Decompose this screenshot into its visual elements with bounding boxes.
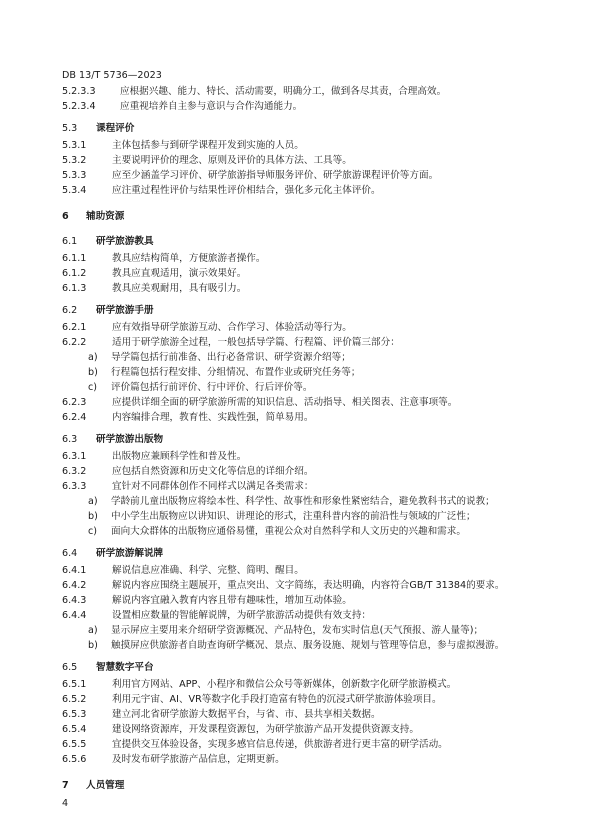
chapter-number: 7 bbox=[62, 780, 69, 791]
clause-number: 6.1.1 bbox=[62, 253, 87, 264]
clause-number: 6.3.3 bbox=[62, 481, 87, 492]
clause-number: 6.3.2 bbox=[62, 466, 87, 477]
clause-text: 设置相应数量的智能解说牌，为研学旅游活动提供有效支持： bbox=[112, 610, 372, 621]
clause-number: 6.1.3 bbox=[62, 283, 87, 294]
clause bbox=[62, 752, 562, 767]
list-item bbox=[62, 509, 562, 524]
clause-text: 适用于研学旅游全过程，一般包括导学篇、行程篇、评价篇三部分： bbox=[112, 337, 400, 348]
clause-text: 解说信息应准确、科学、完整、简明、醒目。 bbox=[112, 565, 304, 576]
list-item bbox=[62, 380, 562, 395]
clause-text: 利用官方网站、APP、小程序和微信公众号等新媒体，创新数字化研学旅游模式。 bbox=[112, 679, 457, 690]
section-heading bbox=[62, 659, 562, 677]
list-item-label: c) bbox=[88, 526, 98, 537]
clause-text: 应有效指导研学旅游互动、合作学习、体验活动等行为。 bbox=[112, 322, 352, 333]
clause bbox=[62, 410, 562, 425]
list-item-text: 行程篇包括行程安排、分组情况、布置作业或研究任务等； bbox=[111, 367, 361, 378]
list-item-label: a) bbox=[88, 496, 98, 507]
clause-number: 5.3.3 bbox=[62, 170, 87, 181]
section-heading bbox=[62, 431, 562, 449]
clause bbox=[62, 168, 562, 183]
clause-number: 6.2.4 bbox=[62, 412, 87, 423]
chapter-title: 人员管理 bbox=[86, 780, 125, 791]
list-item-label: a) bbox=[88, 625, 98, 636]
clause bbox=[62, 335, 562, 350]
section-heading bbox=[62, 120, 562, 138]
clause-text: 主体包括参与到研学课程开发到实施的人员。 bbox=[112, 140, 304, 151]
clause-number: 5.2.3.3 bbox=[62, 86, 96, 97]
section-number: 6.1 bbox=[62, 236, 78, 247]
clause-text: 应至少涵盖学习评价、研学旅游指导师服务评价、研学旅游课程评价等方面。 bbox=[112, 170, 439, 181]
clause-text: 教具应美观耐用，具有吸引力。 bbox=[112, 283, 247, 294]
list-item-text: 评价篇包括行前评价、行中评价、行后评价等。 bbox=[111, 382, 313, 393]
clause bbox=[62, 563, 562, 578]
clause-text: 应根据兴趣、能力、特长、活动需要，明确分工，做到各尽其责，合理高效。 bbox=[120, 86, 447, 97]
document-body bbox=[62, 84, 562, 796]
chapter-heading bbox=[62, 776, 562, 796]
clause bbox=[62, 183, 562, 198]
clause bbox=[62, 281, 562, 296]
clause-number: 6.5.4 bbox=[62, 724, 87, 735]
clause bbox=[62, 266, 562, 281]
clause-number: 6.2.3 bbox=[62, 397, 87, 408]
clause-number: 6.4.2 bbox=[62, 580, 87, 591]
clause-number: 5.2.3.4 bbox=[62, 101, 96, 112]
clause bbox=[62, 593, 562, 608]
clause-text: 建立河北省研学旅游大数据平台，与省、市、县共享相关数据。 bbox=[112, 709, 381, 720]
clause-number: 6.5.6 bbox=[62, 754, 87, 765]
clause-text: 教具应直观适用，演示效果好。 bbox=[112, 268, 247, 279]
clause bbox=[62, 449, 562, 464]
list-item-label: c) bbox=[88, 382, 98, 393]
clause-number: 6.5.3 bbox=[62, 709, 87, 720]
clause-number: 6.4.1 bbox=[62, 565, 87, 576]
clause-text: 教具应结构简单，方便旅游者操作。 bbox=[112, 253, 266, 264]
list-item-text: 面向大众群体的出版物应通俗易懂，重视公众对自然科学和人文历史的兴趣和需求。 bbox=[111, 526, 466, 537]
clause-text: 主要说明评价的理念、原则及评价的具体方法、工具等。 bbox=[112, 155, 352, 166]
clause bbox=[62, 395, 562, 410]
clause-text: 出版物应兼顾科学性和普及性。 bbox=[112, 451, 247, 462]
clause bbox=[62, 99, 562, 114]
list-item-text: 触摸屏应供旅游者自助查询研学概况、景点、服务设施、规划与管理等信息，参与虚拟漫游。 bbox=[111, 640, 505, 651]
list-item-label: b) bbox=[88, 511, 98, 522]
clause-text: 解说内容宜融入教育内容且带有趣味性，增加互动体验。 bbox=[112, 595, 352, 606]
list-item-label: a) bbox=[88, 352, 98, 363]
list-item-label: b) bbox=[88, 640, 98, 651]
list-item bbox=[62, 365, 562, 380]
section-number: 5.3 bbox=[62, 123, 78, 134]
clause-text: 宜提供交互体验设备，实现多感官信息传递，供旅游者进行更丰富的研学活动。 bbox=[112, 739, 448, 750]
page-number: 4 bbox=[62, 798, 69, 809]
clause-number: 6.1.2 bbox=[62, 268, 87, 279]
clause-number: 6.4.3 bbox=[62, 595, 87, 606]
section-title: 智慧数字平台 bbox=[96, 662, 154, 673]
clause-text: 宜针对不同群体创作不同样式以满足各类需求： bbox=[112, 481, 314, 492]
document-code: DB 13/T 5736—2023 bbox=[62, 70, 162, 81]
section-heading bbox=[62, 233, 562, 251]
clause-text: 内容编排合理，教育性、实践性强，简单易用。 bbox=[112, 412, 314, 423]
clause-text: 解说内容应围绕主题展开，重点突出、文字简练，表达明确，内容符合GB/T 31384的要求。 bbox=[112, 580, 505, 591]
clause bbox=[62, 677, 562, 692]
list-item-text: 学龄前儿童出版物应将绘本性、科学性、故事性和形象性紧密结合，避免教科书式的说教； bbox=[111, 496, 495, 507]
clause-text: 建设网络资源库，开发课程资源包，为研学旅游产品开发提供资源支持。 bbox=[112, 724, 419, 735]
clause-text: 利用元宇宙、AI、VR等数字化手段打造富有特色的沉浸式研学旅游体验项目。 bbox=[112, 694, 442, 705]
section-number: 6.4 bbox=[62, 548, 78, 559]
section-title: 研学旅游手册 bbox=[96, 305, 154, 316]
list-item bbox=[62, 494, 562, 509]
clause-text: 应注重过程性评价与结果性评价相结合，强化多元化主体评价。 bbox=[112, 185, 381, 196]
list-item bbox=[62, 623, 562, 638]
section-number: 6.3 bbox=[62, 434, 78, 445]
clause-number: 6.5.1 bbox=[62, 679, 87, 690]
list-item-label: b) bbox=[88, 367, 98, 378]
clause-number: 6.4.4 bbox=[62, 610, 87, 621]
clause bbox=[62, 578, 562, 593]
chapter-title: 辅助资源 bbox=[86, 211, 125, 222]
chapter-heading bbox=[62, 207, 562, 227]
clause-number: 6.5.2 bbox=[62, 694, 87, 705]
clause-number: 5.3.4 bbox=[62, 185, 87, 196]
section-title: 研学旅游出版物 bbox=[96, 434, 164, 445]
clause-number: 5.3.2 bbox=[62, 155, 87, 166]
list-item-text: 显示屏应主要用来介绍研学资源概况、产品特色，发布实时信息(天气预报、游人量等)； bbox=[111, 625, 484, 636]
clause bbox=[62, 479, 562, 494]
chapter-number: 6 bbox=[62, 211, 69, 222]
clause-number: 6.2.2 bbox=[62, 337, 87, 348]
list-item bbox=[62, 524, 562, 539]
clause bbox=[62, 464, 562, 479]
clause-text: 应提供详细全面的研学旅游所需的知识信息、活动指导、相关图表、注意事项等。 bbox=[112, 397, 458, 408]
list-item-text: 中小学生出版物应以讲知识、讲理论的形式，注重科普内容的前沿性与领域的广泛性； bbox=[111, 511, 476, 522]
section-title: 课程评价 bbox=[96, 123, 135, 134]
clause-number: 5.3.1 bbox=[62, 140, 87, 151]
clause-number: 6.3.1 bbox=[62, 451, 87, 462]
clause-text: 应包括自然资源和历史文化等信息的详细介绍。 bbox=[112, 466, 314, 477]
clause bbox=[62, 138, 562, 153]
section-heading bbox=[62, 302, 562, 320]
list-item bbox=[62, 638, 562, 653]
clause bbox=[62, 153, 562, 168]
section-title: 研学旅游解说牌 bbox=[96, 548, 164, 559]
clause bbox=[62, 251, 562, 266]
clause-text: 及时发布研学旅游产品信息，定期更新。 bbox=[112, 754, 285, 765]
section-heading bbox=[62, 545, 562, 563]
list-item-text: 导学篇包括行前准备、出行必备常识、研学资源介绍等； bbox=[111, 352, 351, 363]
clause bbox=[62, 722, 562, 737]
clause-number: 6.2.1 bbox=[62, 322, 87, 333]
clause bbox=[62, 737, 562, 752]
clause bbox=[62, 84, 562, 99]
list-item bbox=[62, 350, 562, 365]
section-number: 6.2 bbox=[62, 305, 78, 316]
clause bbox=[62, 707, 562, 722]
clause bbox=[62, 320, 562, 335]
clause-text: 应重视培养自主参与意识与合作沟通能力。 bbox=[120, 101, 303, 112]
clause bbox=[62, 692, 562, 707]
section-number: 6.5 bbox=[62, 662, 78, 673]
clause-number: 6.5.5 bbox=[62, 739, 87, 750]
clause bbox=[62, 608, 562, 623]
section-title: 研学旅游教具 bbox=[96, 236, 154, 247]
